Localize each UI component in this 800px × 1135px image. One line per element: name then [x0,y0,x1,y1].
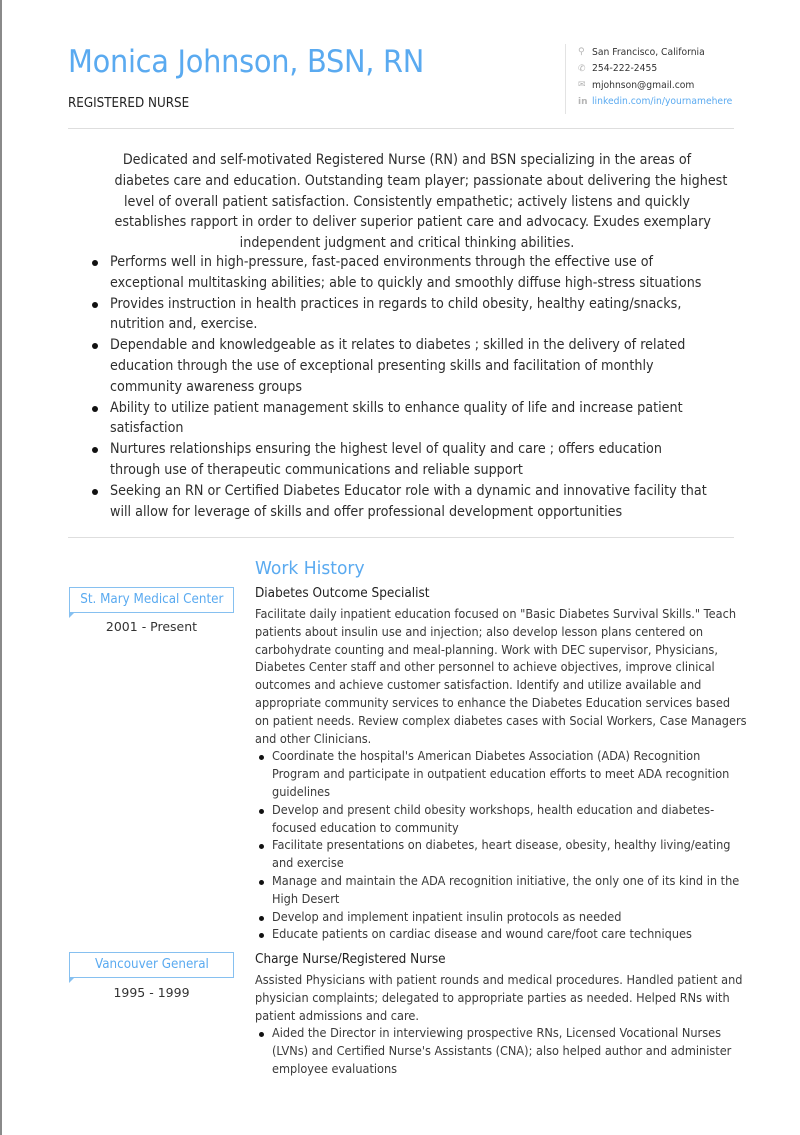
company-name: Vancouver General [94,957,209,972]
job-bullet-line: Aided the Director in interviewing prospective RNs, Licensed Vocational Nurses [272,1026,722,1041]
job-bullet-line: Facilitate presentations on diabetes, heart disease, obesity, healthy living/eating [272,838,731,853]
job-bullet-line: and exercise [272,856,344,871]
job-description-line: outcomes and achieve customer satisfaction. Identify and utilize available and [255,678,702,693]
summary-line: level of overall patient satisfaction. Consistently empathetic; actively listens and quickly [124,193,690,210]
job-description-line: patient admissions and care. [255,1008,419,1023]
summary-divider [68,537,734,538]
highlight-line: Performs well in high-pressure, fast-paced environments through the effective use of [110,254,654,270]
contact-phone-text: 254-222-2455 [592,63,658,75]
candidate-name: Monica Johnson, BSN, RN [68,44,425,80]
job-description-line: patients about insulin use and injection; also develop lesson plans centered on [255,624,704,639]
job-bullet [255,926,745,944]
linkedin-icon: in [578,96,588,107]
highlight-line: Ability to utilize patient management skills to enhance quality of life and increase patient [110,399,683,416]
summary-line: Dedicated and self-motivated Registered Nurse (RN) and BSN specializing in the areas of [122,152,692,168]
job-bullet-line: Coordinate the hospital's American Diabetes Association (ADA) Recognition [272,749,701,764]
highlight-item [88,252,748,294]
job-bullet-line: (LVNs) and Certified Nurse's Assistants (CNA); also helped author and administer [272,1044,732,1059]
highlight-item [88,439,748,481]
summary-highlights [88,252,748,522]
highlight-line: exceptional multitasking abilities; able to quickly and smoothly diffuse high-stress situations [110,274,702,291]
envelope-icon: ✉ [578,80,586,91]
job-entry [255,585,745,944]
contact-phone [578,61,745,78]
highlight-item [88,335,748,397]
job-bullet-line: focused education to community [272,820,459,835]
highlight-line: will allow for leverage of skills and offer professional development opportunities [110,503,623,520]
job-bullet-line: High Desert [272,891,340,906]
company-tag-vancouver-general [69,952,234,978]
job-description-line: on patient needs. Review complex diabetes cases with Social Workers, Case Managers [255,713,747,728]
job-title: Charge Nurse/Registered Nurse [255,952,446,967]
job-dates: 1995 - 1999 [113,985,190,1000]
company-tag-st-mary [69,587,234,613]
job-bullet-line: Educate patients on cardiac disease and wound care/foot care techniques [272,927,692,942]
highlight-item [88,481,748,523]
highlight-line: Nurtures relationships ensuring the highest level of quality and care ; offers education [110,441,662,458]
summary-line: establishes rapport in order to deliver superior patient care and advocacy. Exudes exemplary [114,214,711,231]
highlight-item [88,398,748,440]
job-description-line: carbohydrate counting and meal-planning. Work with DEC supervisor, Physicians, [255,642,718,657]
work-history-heading: Work History [255,558,365,579]
job-bullet-line: employee evaluations [272,1061,398,1076]
highlight-line: community awareness groups [110,378,303,395]
highlight-line: Dependable and knowledgeable as it relates to diabetes ; skilled in the delivery of related [110,337,686,354]
job-bullet [255,748,745,801]
summary-line: independent judgment and critical thinking abilities. [239,235,575,252]
job-dates: 2001 - Present [105,619,198,634]
contact-email [578,77,745,94]
job-bullets [255,748,745,944]
job-description-line: and other Clinicians. [255,731,372,746]
job-description-line: Assisted Physicians with patient rounds and medical procedures. Handled patient and [255,973,743,987]
highlight-line: through use of therapeutic communications and reliable support [110,461,523,478]
job-bullet [255,873,745,909]
job-description-line: appropriate community services to enhance the Diabetes Education services based [255,695,731,710]
header-divider [68,128,734,129]
candidate-title: REGISTERED NURSE [68,96,190,111]
company-name: St. Mary Medical Center [79,592,224,607]
contact-location [578,44,745,61]
job-description [255,606,745,748]
contact-block [565,44,745,114]
job-bullet-line: guidelines [272,784,331,799]
job-bullet [255,837,745,873]
phone-icon: ✆ [578,63,586,74]
job-description-line: physician complaints; delegated to appropriate parties as needed. Helped RNs with [255,990,730,1005]
highlight-line: nutrition and, exercise. [110,316,258,333]
contact-linkedin [578,94,745,111]
job-bullet-line: Manage and maintain the ADA recognition initiative, the only one of its kind in the [272,873,740,888]
job-bullet-line: Develop and implement inpatient insulin protocols as needed [272,909,622,924]
job-description-line: Diabetes Center staff and other personnel to achieve objectives, improve clinical [255,660,715,675]
linkedin-link[interactable]: linkedin.com/in/yournamehere [592,96,733,108]
job-description [255,972,745,1025]
job-entry [255,951,745,1079]
summary-paragraph [82,150,732,254]
job-bullet [255,1025,745,1078]
job-title: Diabetes Outcome Specialist [255,586,430,601]
contact-location-text: San Francisco, California [592,46,705,58]
highlight-item [88,294,748,336]
contact-email-text[interactable]: mjohnson@gmail.com [592,79,695,91]
highlight-line: education through the use of exceptional presenting skills and facilitation of monthly [110,357,654,374]
job-bullet-line: Program and participate in outpatient education efforts to meet ADA recognition [272,767,730,782]
job-bullet [255,909,745,927]
location-pin-icon: ⚲ [578,47,585,58]
job-bullet-line: Develop and present child obesity workshops, health education and diabetes- [272,802,715,817]
highlight-line: satisfaction [110,420,184,437]
highlight-line: Provides instruction in health practices in regards to child obesity, healthy eating/snacks, [110,295,682,312]
highlight-line: Seeking an RN or Certified Diabetes Educator role with a dynamic and innovative facility that [110,482,707,499]
job-description-line: Facilitate daily inpatient education focused on "Basic Diabetes Survival Skills." Teach [255,607,737,621]
summary-line: diabetes care and education. Outstanding team player; passionate about delivering the highest [114,172,728,189]
job-bullet [255,802,745,838]
job-bullets [255,1025,745,1078]
